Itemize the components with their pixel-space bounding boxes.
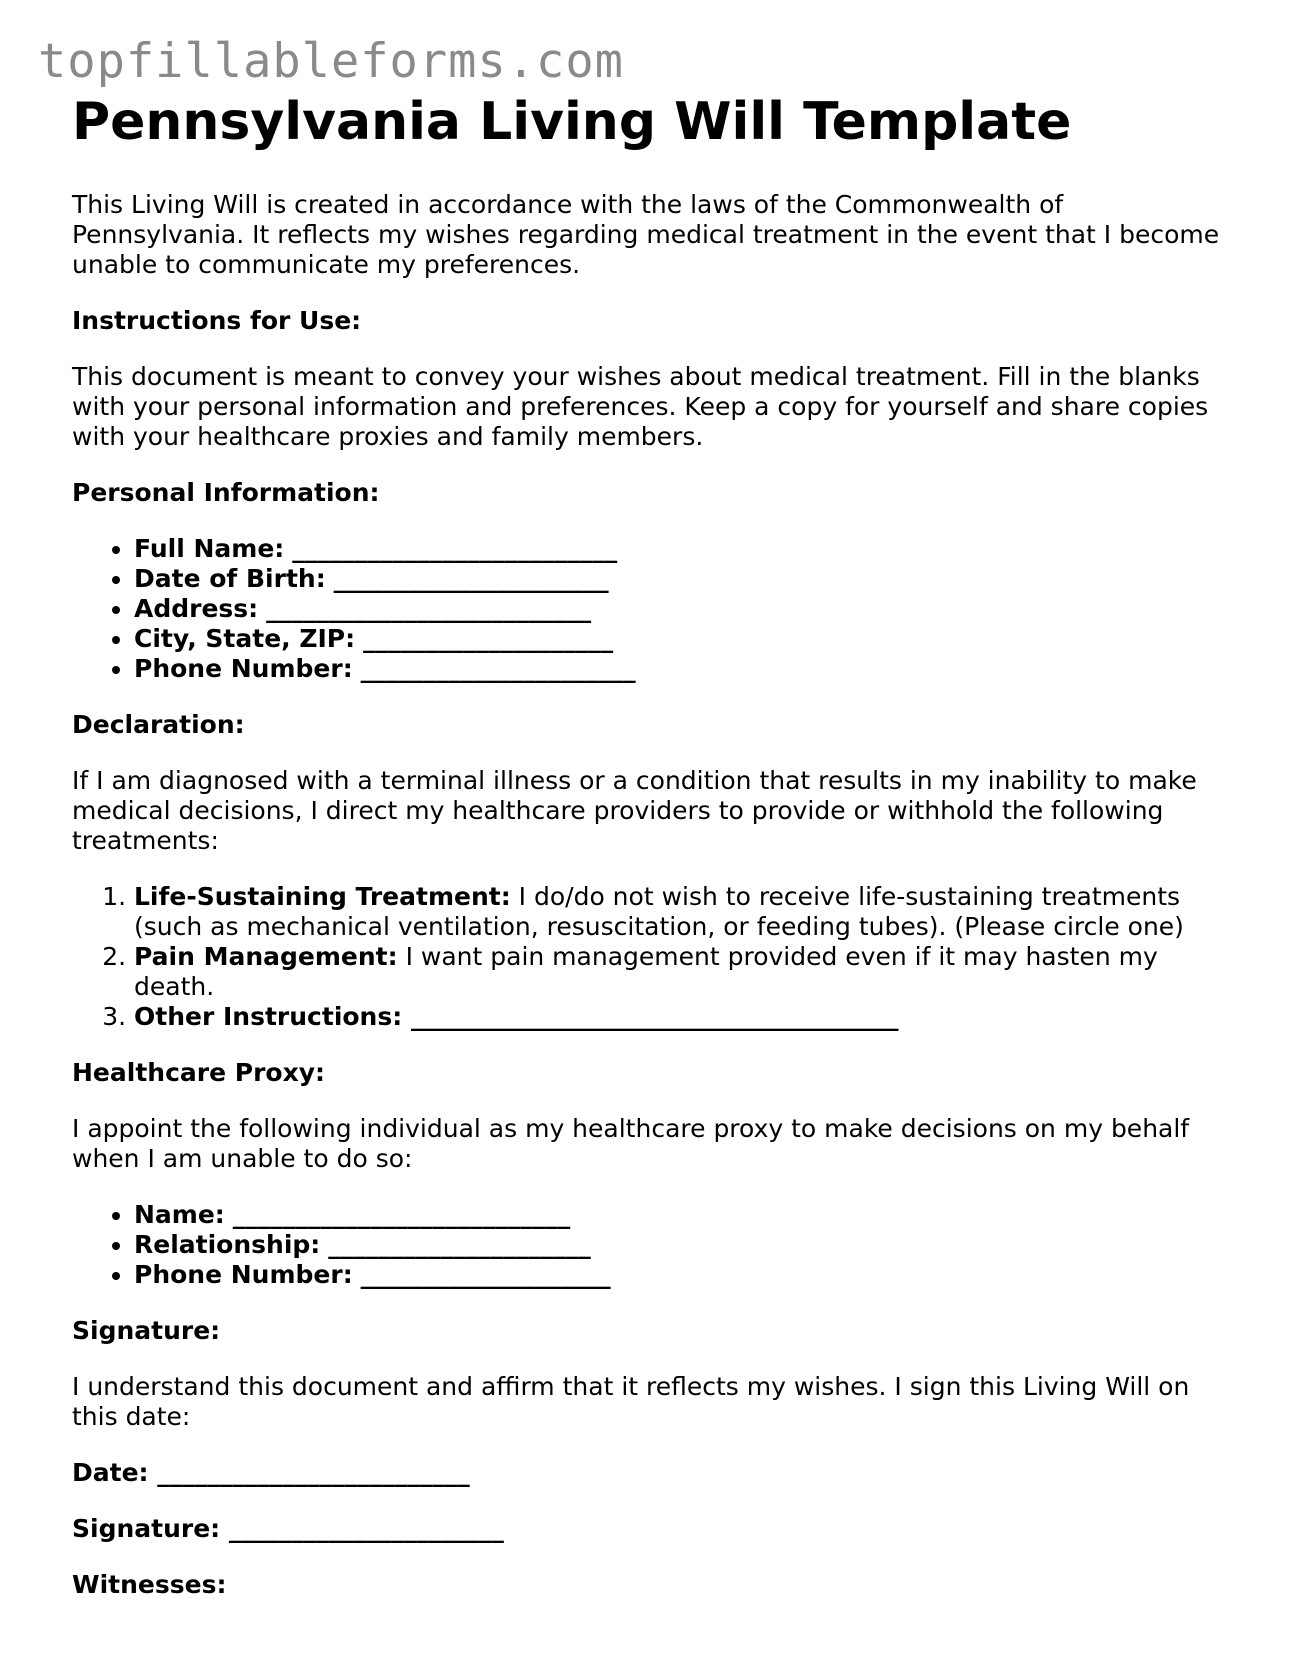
watermark: topfillableforms.com (38, 34, 624, 89)
declaration-list (72, 882, 1232, 1032)
pain-management-item: 2. Pain Management: I want pain management provided even if it may hasten my death. (134, 942, 1232, 1002)
witnesses-label: Witnesses: (72, 1570, 227, 1599)
address-field[interactable]: • Address: __________________________ (134, 594, 1232, 624)
instructions-heading: Instructions for Use: (72, 306, 362, 335)
date-field[interactable]: Date: _________________________ (72, 1458, 470, 1487)
city-state-zip-field[interactable]: • City, State, ZIP: ____________________ (134, 624, 1232, 654)
proxy-phone-blank[interactable]: ____________________ (360, 1260, 611, 1289)
proxy-relationship-field[interactable]: • Relationship: _____________________ (134, 1230, 1232, 1260)
address-blank[interactable]: __________________________ (266, 594, 592, 623)
proxy-name-blank[interactable]: ___________________________ (232, 1200, 571, 1229)
proxy-phone-field[interactable]: • Phone Number: ____________________ (134, 1260, 1232, 1290)
date-of-birth-field[interactable]: • Date of Birth: ______________________ (134, 564, 1232, 594)
personal-info-list (72, 534, 1232, 684)
signature-heading: Signature: (72, 1316, 221, 1345)
other-instructions-item[interactable]: 3. Other Instructions: _______________________________________ (134, 1002, 1232, 1032)
phone-number-field[interactable]: • Phone Number: ______________________ (134, 654, 1232, 684)
proxy-list (72, 1200, 1232, 1290)
declaration-heading: Declaration: (72, 710, 245, 739)
full-name-field[interactable]: • Full Name: __________________________ (134, 534, 1232, 564)
phone-number-blank[interactable]: ______________________ (360, 654, 636, 683)
signature-field[interactable]: Signature: ______________________ (72, 1514, 504, 1543)
date-blank[interactable]: _________________________ (157, 1458, 470, 1487)
declaration-paragraph: If I am diagnosed with a terminal illness or a condition that results in my inability to make medical decisions, I direct my healthcare providers to provide or withhold the following treatments: (72, 766, 1197, 855)
page-title: Pennsylvania Living Will Template (72, 92, 1072, 152)
intro-paragraph: This Living Will is created in accordance with the laws of the Commonwealth of Pennsylvania. It reflects my wishes regarding medical treatment in the event that I become unable to communicate my preferences. (72, 190, 1220, 279)
life-sustaining-item: 1. Life-Sustaining Treatment: I do/do not wish to receive life-sustaining treatments (such as mechanical ventilation, resuscitation, or feeding tubes). (Please circle one) (134, 882, 1232, 942)
personal-info-heading: Personal Information: (72, 478, 380, 507)
city-state-zip-blank[interactable]: ____________________ (363, 624, 614, 653)
date-of-birth-blank[interactable]: ______________________ (333, 564, 609, 593)
proxy-heading: Healthcare Proxy: (72, 1058, 325, 1087)
signature-blank[interactable]: ______________________ (228, 1514, 504, 1543)
other-instructions-blank[interactable]: _______________________________________ (402, 1002, 899, 1031)
proxy-name-field[interactable]: • Name: ___________________________ (134, 1200, 1232, 1230)
proxy-paragraph: I appoint the following individual as my healthcare proxy to make decisions on my behalf when I am unable to do so: (72, 1114, 1190, 1173)
signature-paragraph: I understand this document and affirm that it reflects my wishes. I sign this Living Will on this date: (72, 1372, 1190, 1431)
proxy-relationship-blank[interactable]: _____________________ (328, 1230, 591, 1259)
document (72, 90, 1232, 1600)
full-name-blank[interactable]: __________________________ (292, 534, 618, 563)
instructions-paragraph: This document is meant to convey your wishes about medical treatment. Fill in the blanks with your personal information and preferences. Keep a copy for yourself and share copies with your healthcare proxies and family members. (72, 362, 1209, 451)
